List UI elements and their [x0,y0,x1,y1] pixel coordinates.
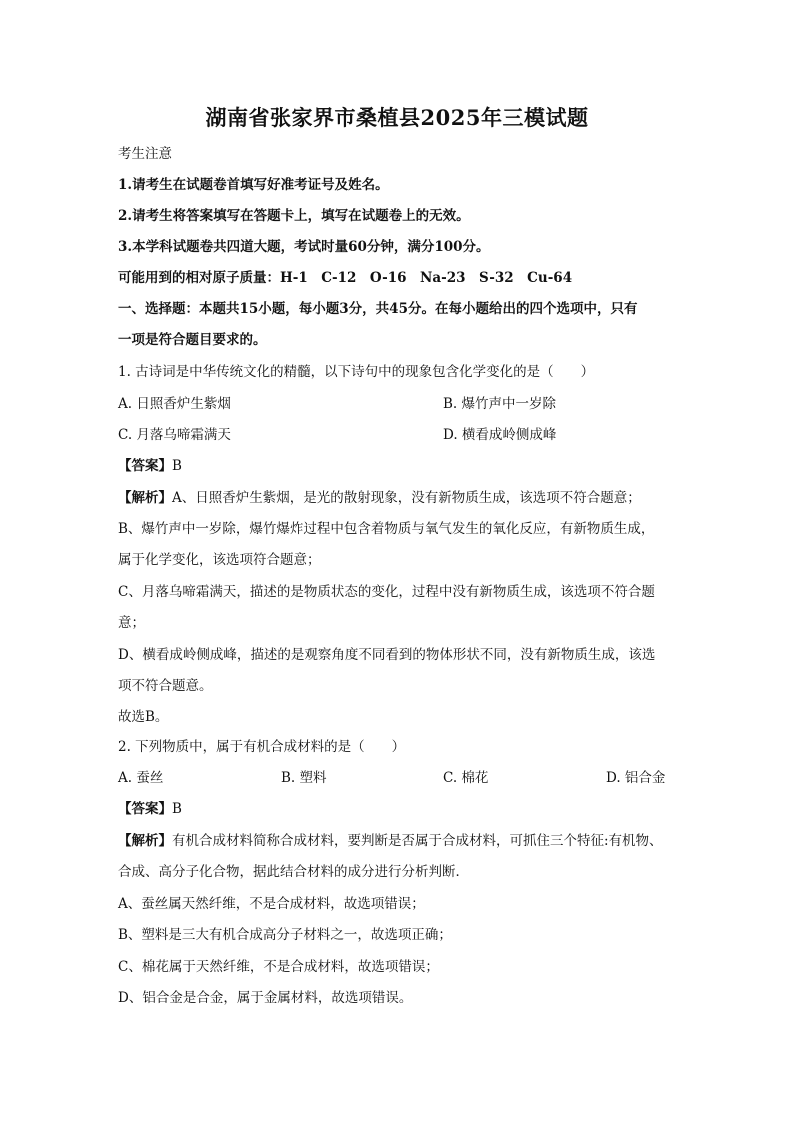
q1-option-c: C. 月落乌啼霜满天 [118,427,231,443]
q1-analysis-line: B、爆竹声中一岁除，爆竹爆炸过程中包含着物质与氧气发生的氧化反应，有新物质生成， [118,521,655,537]
q1-analysis-line: D、横看成岭侧成峰，描述的是观察角度不同看到的物体形状不同，没有新物质生成，该选 [118,647,656,663]
section-heading-line1: 一、选择题：本题共15小题，每小题3分，共45分。在每小题给出的四个选项中，只有 [118,301,638,317]
q2-analysis-line: C、棉花属于天然纤维，不是合成材料，故选项错误； [118,959,439,975]
answer-label: 【答案】 [118,458,172,474]
atomic-mass-line: 可能用到的相对原子质量：H-1 C-12 O-16 Na-23 S-32 Cu-64 [118,270,573,286]
q2-option-a: A. 蚕丝 [118,770,164,786]
q2-stem: 2. 下列物质中，属于有机合成材料的是（ ） [118,739,406,755]
notice-1: 1.请考生在试题卷首填写好准考证号及姓名。 [118,177,389,193]
q2-answer [118,799,182,819]
q2-analysis-line: D、铝合金是合金，属于金属材料，故选项错误。 [118,990,413,1006]
analysis-label: 【解析】 [118,833,172,849]
q2-option-c: C. 棉花 [443,770,489,786]
q2-analysis-line: 合成、高分子化合物，据此结合材料的成分进行分析判断． [118,864,469,880]
q1-option-a: A. 日照香炉生紫烟 [118,396,231,412]
analysis-text: 有机合成材料简称合成材料，要判断是否属于合成材料，可抓住三个特征:有机物、 [172,833,663,849]
q1-answer [118,456,182,476]
answer-value: B [172,458,182,474]
q2-option-b: B. 塑料 [281,770,327,786]
analysis-label: 【解析】 [118,490,172,506]
q1-stem: 1. 古诗词是中华传统文化的精髓，以下诗句中的现象包含化学变化的是（ ） [118,364,595,380]
q1-analysis-line: C、月落乌啼霜满天，描述的是物质状态的变化，过程中没有新物质生成，该选项不符合题 [118,584,655,600]
q1-option-d: D. 横看成岭侧成峰 [443,427,557,443]
q2-option-d: D. 铝合金 [606,770,666,786]
q2-analysis-line: B、塑料是三大有机合成高分子材料之一，故选项正确； [118,927,452,943]
answer-label: 【答案】 [118,801,172,817]
notice-heading: 考生注意 [118,146,172,162]
notice-3: 3.本学科试题卷共四道大题，考试时量60分钟，满分100分。 [118,239,490,255]
q1-conclusion: 故选B。 [118,709,169,725]
page-title: 湖南省张家界市桑植县2025年三模试题 [205,105,589,130]
q1-option-b: B. 爆竹声中一岁除 [443,396,557,412]
q1-analysis-line: 意； [118,615,145,631]
q2-analysis-line [118,831,663,851]
section-heading-line2: 一项是符合题目要求的。 [118,332,267,348]
q1-analysis-line [118,488,641,508]
q2-analysis-line: A、蚕丝属天然纤维，不是合成材料，故选项错误； [118,896,425,912]
analysis-text: A、日照香炉生紫烟，是光的散射现象，没有新物质生成，该选项不符合题意； [172,490,641,506]
q1-analysis-line: 项不符合题意。 [118,678,213,694]
answer-value: B [172,801,182,817]
notice-2: 2.请考生将答案填写在答题卡上，填写在试题卷上的无效。 [118,208,470,224]
q1-analysis-line: 属于化学变化，该选项符合题意； [118,552,321,568]
